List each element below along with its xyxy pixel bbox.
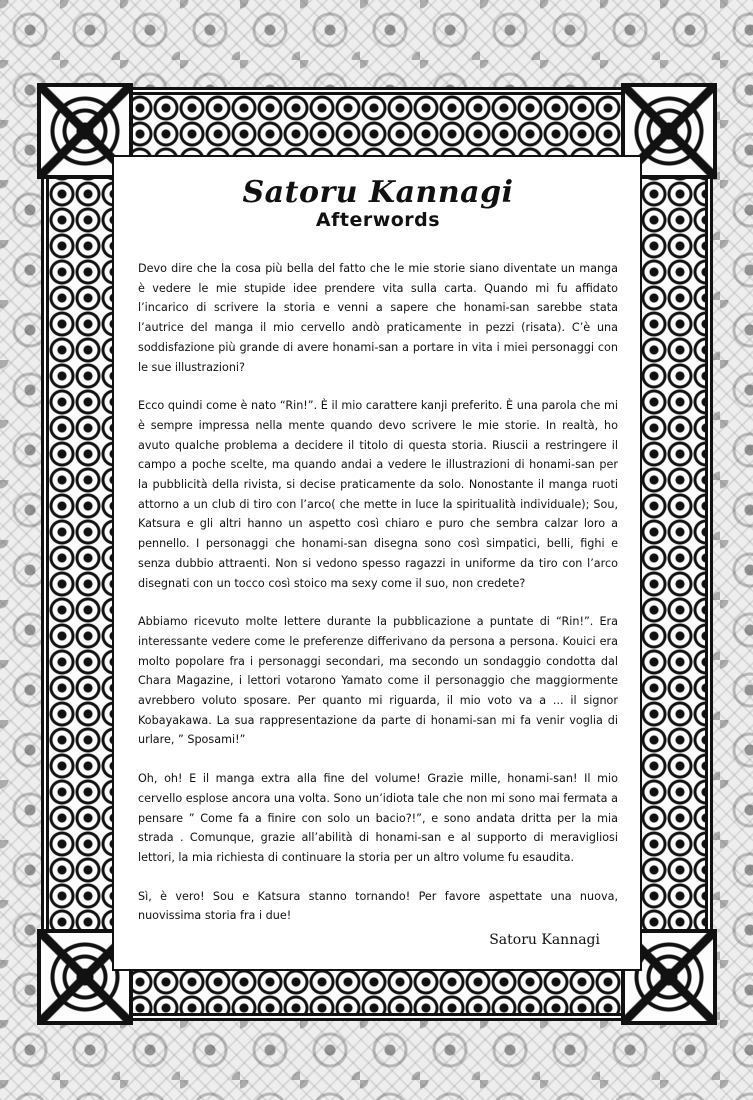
frame-border-top: [49, 95, 705, 159]
author-name: Satoru Kannagi: [242, 175, 514, 210]
paragraph: Oh, oh! E il manga extra alla fine del volume! Grazie mille, honami-san! Il mio cervello esplose ancora una volta. Sono un’idiota tale che non mi sono mai fermata a pensare ” Come fa a finire con solo un bacio?!”, e sono andata dritta per la mia strada . Comunque, grazie all’abilità di honami-san e al supporto di meravigliosi lettori, la mia richiesta di continuare la storia per un altro volume fu esaudita.: [138, 772, 618, 864]
frame-border-right: [637, 155, 705, 943]
paragraph: Ecco quindi come è nato “Rin!”. È il mio carattere kanji preferito. È una parola che mi è sempre impressa nella mente quando devo scrivere le mie storie. In realtà, ho avuto qualche problema a decidere il titolo di questa storia. Riuscii a restringere il campo a poche scelte, ma quando andai a vedere le illustrazioni di honami-san per la pubblicità della rivista, si decise praticamente da solo. Nonostante il manga ruoti attorno a un club di tiro con l’arco( che mette in luce la spiritualità individuale); Sou, Katsura e gli altri hanno un aspetto così chiaro e puro che sembra calzar loro a pennello. I personaggi che honami-san disegna sono così simpatici, belli, fighi e senza dubbio attraenti. Non si vedono spesso ragazzi in uniforme da tiro con l’arco disegnati con un tocco così stoico ma sexy come il suo, non credete?: [138, 399, 618, 590]
paragraph: Sì, è vero! Sou e Katsura stanno tornando! Per favore aspettate una nuova, nuovissima storia fra i due!: [138, 889, 618, 923]
text-panel: [112, 155, 642, 971]
paragraph: Abbiamo ricevuto molte lettere durante la pubblicazione a puntate di “Rin!”. Era interessante vedere come le preferenze differivano da persona a persona. Kouici era molto popolare fra i personaggi secondari, ma secondo un sondaggio condotta dal Chara Magazine, i lettori votarono Yamato come il personaggio che maggiormente avrebbero voluto sposare. Per quanto mi riguarda, il mio voto va a ... il signor Kobayakawa. La sua rappresentazione da parte di honami-san mi fa venir voglia di urlare, ” Sposami!”: [138, 615, 618, 747]
page-title: Afterwords: [315, 209, 441, 231]
signature: Satoru Kannagi: [489, 932, 600, 949]
paragraph: Devo dire che la cosa più bella del fatto che le mie storie siano diventate un manga è vedere le mie stupide idee prendere vita sulla carta. Quando mi fu affidato l’incarico di scrivere la storia e venni a sapere che honami-san sarebbe stata l’autrice del manga il mio cervello andò praticamente in pezzi (risata). C’è una soddisfazione più grande di avere honami-san a portare in vita i miei personaggi con le sue illustrazioni?: [138, 262, 618, 374]
frame-border-left: [49, 155, 117, 943]
